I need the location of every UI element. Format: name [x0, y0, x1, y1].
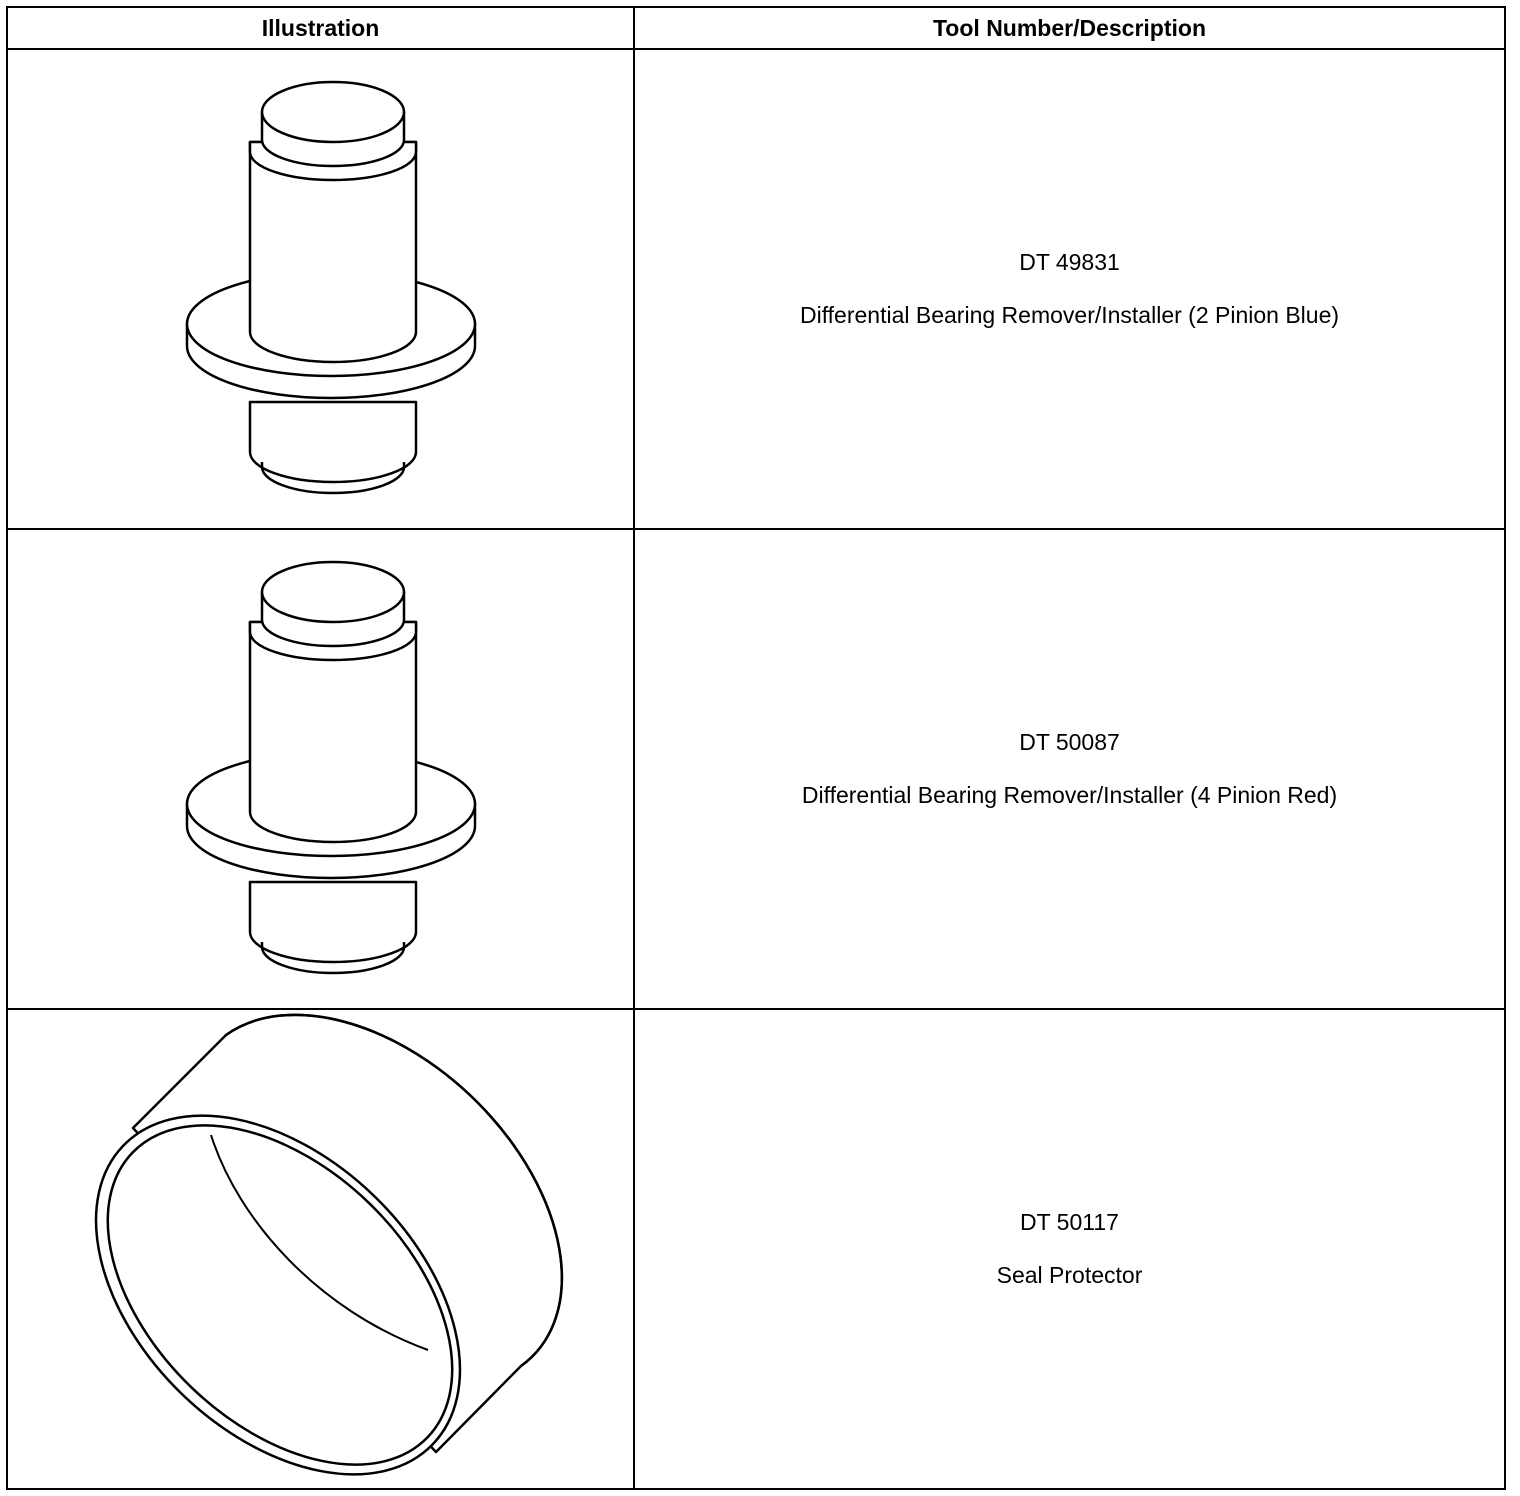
tool-description: Seal Protector	[996, 1262, 1143, 1288]
tool-description: Differential Bearing Remover/Installer (4 Pinion Red)	[801, 782, 1338, 808]
tool-number: DT 50087	[1019, 729, 1120, 755]
tool-info-cell	[634, 529, 1505, 1009]
header-tool-number-description: Tool Number/Description	[634, 7, 1505, 49]
tool-info-cell	[634, 49, 1505, 529]
bearing-remover-installer-icon	[8, 50, 635, 528]
illustration-cell	[7, 49, 634, 529]
illustration-cell	[7, 1009, 634, 1489]
seal-protector-icon	[8, 1010, 635, 1488]
illustration-cell	[7, 529, 634, 1009]
table-row	[7, 529, 1505, 1009]
tool-description: Differential Bearing Remover/Installer (2 Pinion Blue)	[799, 302, 1340, 328]
table-row	[7, 49, 1505, 529]
table-header-row	[7, 7, 1505, 49]
bearing-remover-installer-icon	[8, 530, 635, 1008]
tool-info-cell	[634, 1009, 1505, 1489]
tool-number: DT 50117	[1020, 1209, 1119, 1235]
table-row	[7, 1009, 1505, 1489]
tool-number: DT 49831	[1019, 249, 1120, 275]
special-tools-table	[6, 6, 1506, 1490]
header-illustration: Illustration	[7, 7, 634, 49]
